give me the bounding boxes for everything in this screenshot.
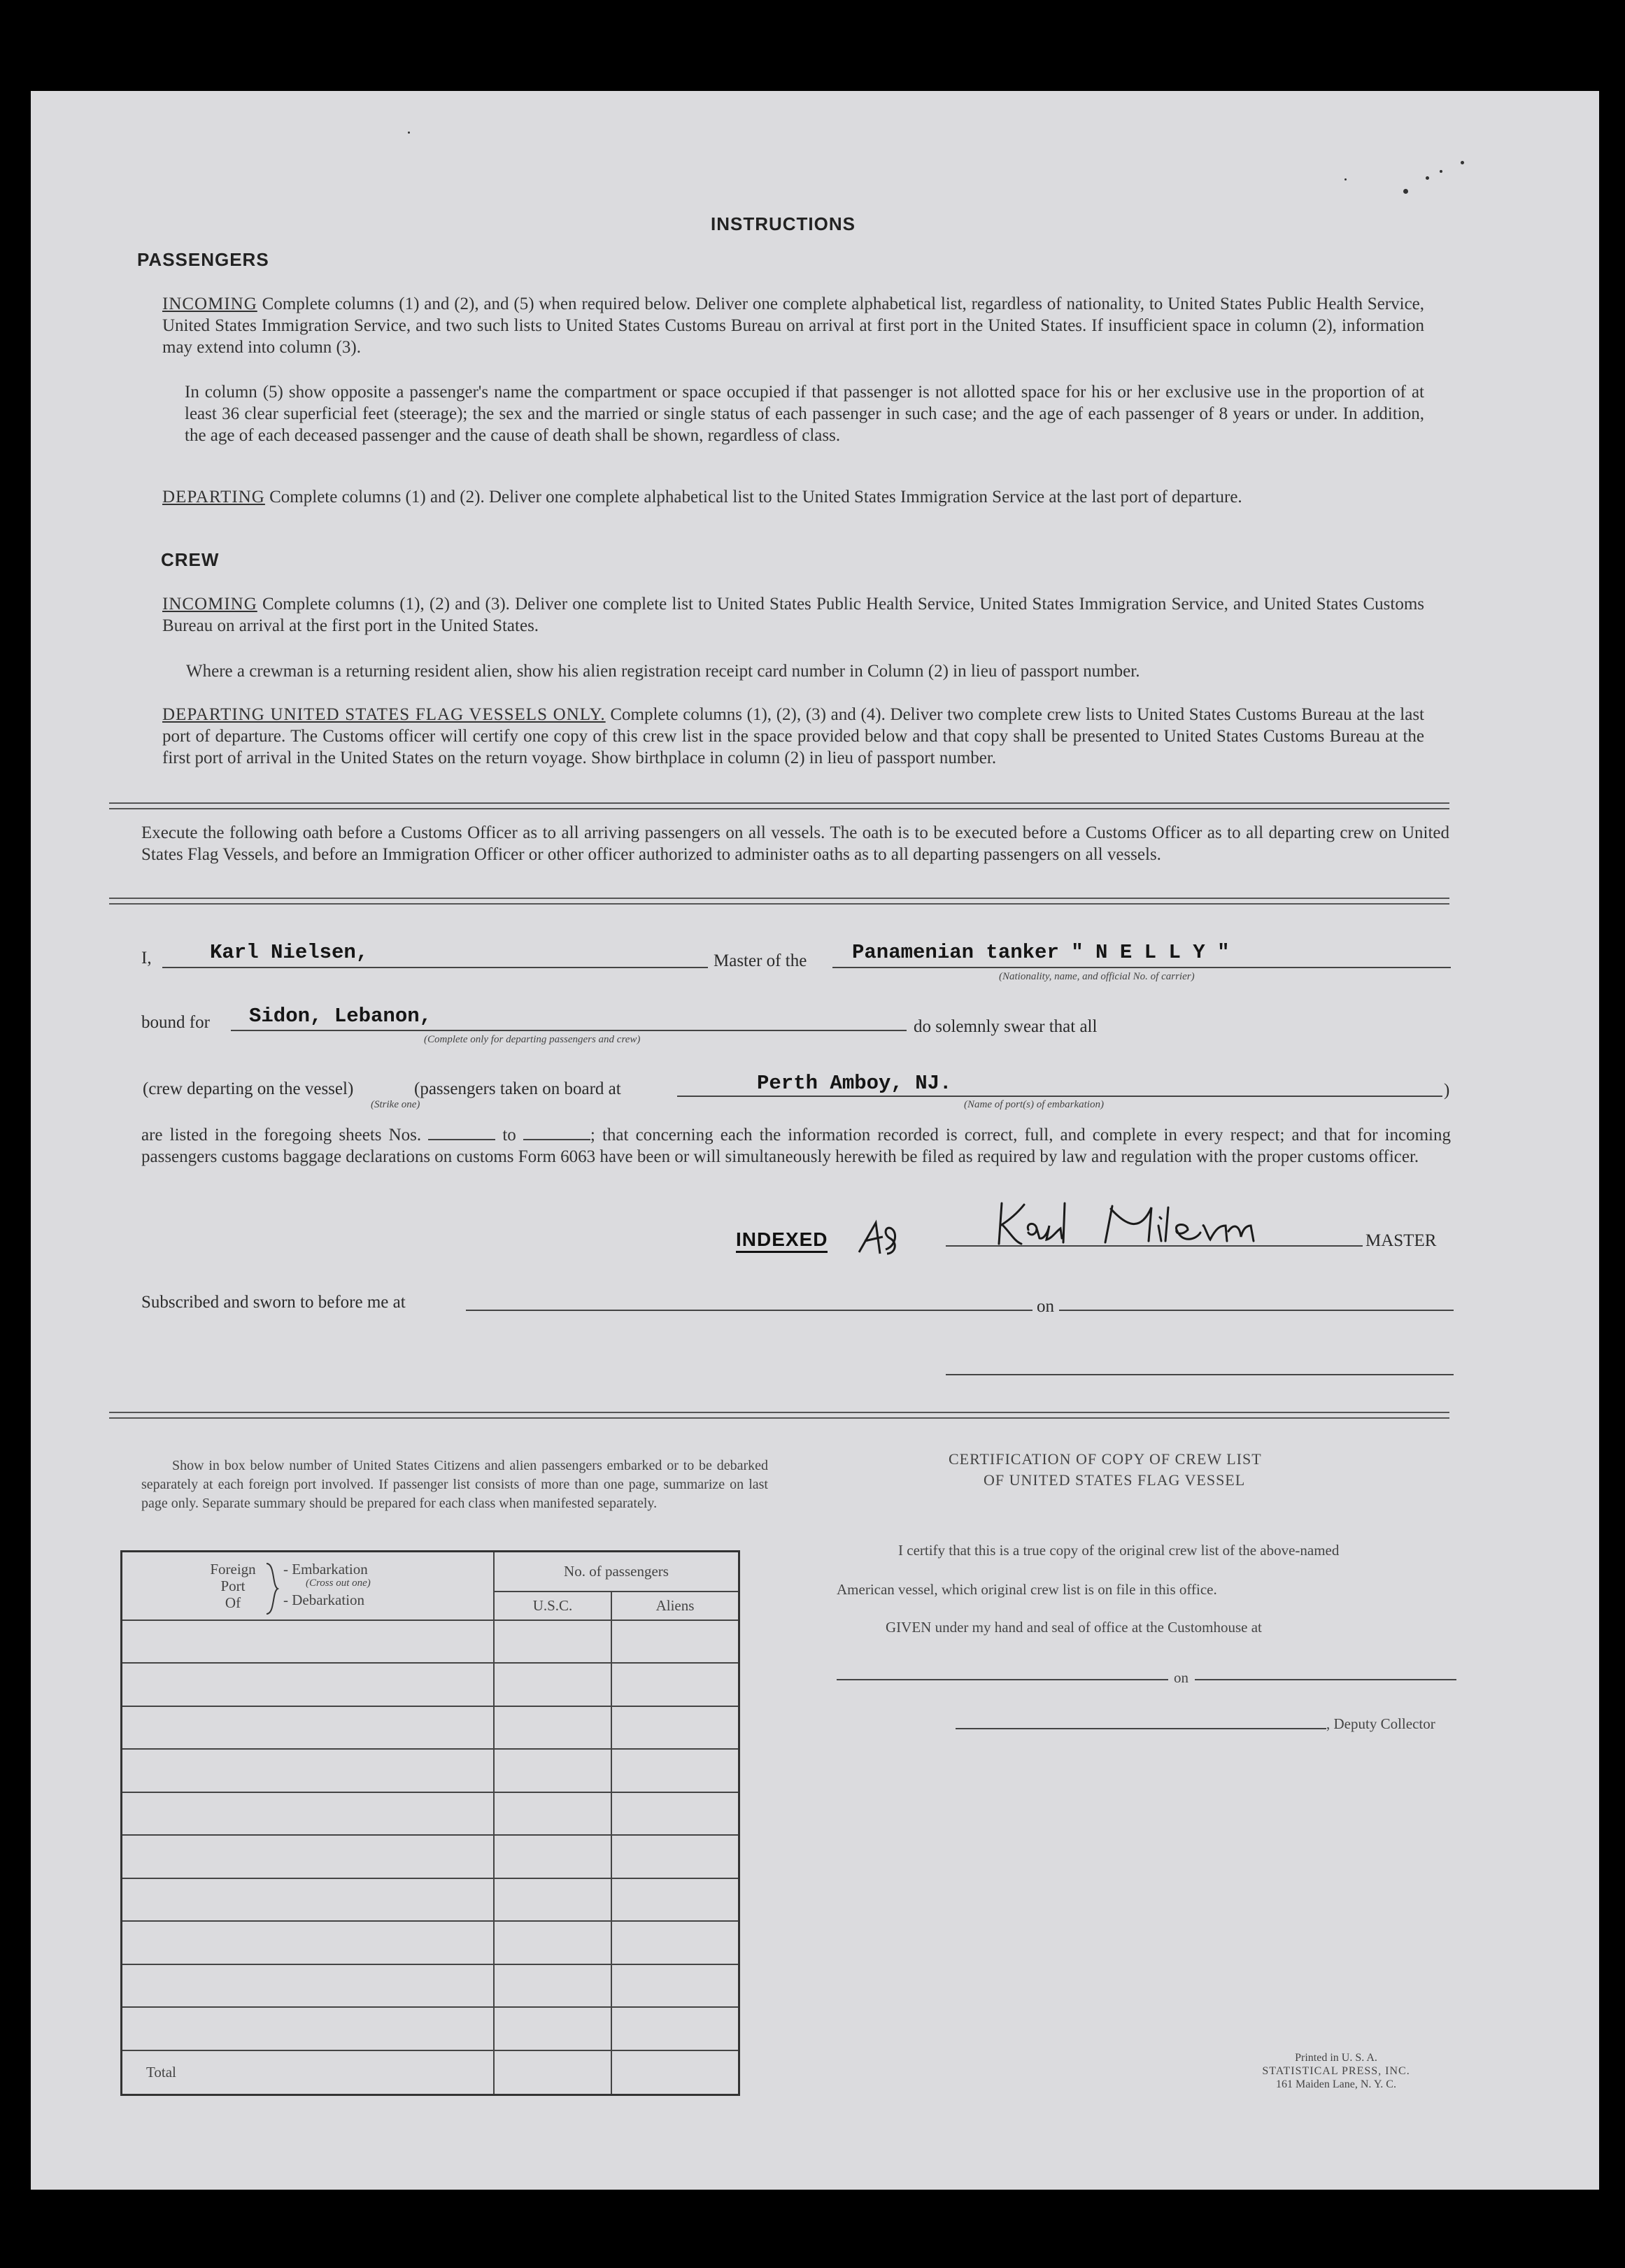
summary-rows [122,1620,739,2050]
oath-listed-paragraph [141,1124,1451,1168]
given-line: GIVEN under my hand and seal of office at the Customhouse at [886,1619,1262,1636]
certify-line-b: American vessel, which original crew list is on file in this office. [837,1581,1217,1598]
printer-line-1: Printed in U. S. A. [1295,2052,1377,2064]
summary-row [122,1749,739,1792]
subscribed-label: Subscribed and sworn to before me at [141,1293,406,1312]
embarkation-port[interactable]: Perth Amboy, NJ. [757,1072,952,1095]
certify-line-a: I certify that this is a true copy of the original crew list of the above-named [898,1542,1340,1559]
summary-port-cell[interactable] [122,1706,495,1750]
port-label: Port [220,1578,246,1594]
summary-usc-cell[interactable] [494,1620,611,1664]
deputy-collector-line[interactable] [956,1728,1326,1729]
port-line [677,1096,1442,1097]
indexed-stamp: INDEXED [736,1228,828,1253]
summary-usc-cell[interactable] [494,1749,611,1792]
sworn-on-label: on [1037,1297,1054,1316]
instructions-title: INSTRUCTIONS [711,213,856,234]
oath-i-label: I, [141,949,152,968]
listed-text-b: ; that concerning each the information recorded is correct, full, and complete in every respect; and that for incoming passengers customs baggage declarations on customs Form 6063 have been or will simultaneously herewith be filed as required by law and regulation with the proper customs officer. [141,1126,1451,1166]
of-label: Of [225,1594,241,1611]
destination-caption: (Complete only for departing passengers and crew) [424,1034,641,1045]
no-of-passengers-header: No. of passengers [494,1552,739,1592]
speck-mark [1426,176,1429,180]
summary-row [122,1620,739,1664]
crew-heading: CREW [161,549,220,570]
certification-date-line[interactable] [1195,1679,1456,1680]
crew-departing-label: DEPARTING UNITED STATES FLAG VESSELS ONLY. [162,705,606,724]
total-aliens-cell[interactable] [611,2050,739,2095]
summary-row [122,1878,739,1922]
summary-usc-cell[interactable] [494,1663,611,1706]
vessel-caption: (Nationality, name, and official No. of carrier) [999,971,1195,982]
crew-incoming-label: INCOMING [162,595,257,614]
listed-to-label: to [502,1126,516,1144]
summary-usc-cell[interactable] [494,1706,611,1750]
listed-text-a: are listed in the foregoing sheets Nos. [141,1126,422,1144]
crew-incoming-paragraph [162,593,1424,637]
sheet-from-blank[interactable] [428,1126,495,1140]
summary-row [122,1964,739,2008]
summary-usc-cell[interactable] [494,1792,611,1836]
crew-resident-paragraph: Where a crewman is a returning resident alien, show his alien registration receipt card number in Column (2) in lieu of passport number. [186,662,1140,681]
summary-aliens-cell[interactable] [611,2007,739,2050]
summary-port-cell[interactable] [122,1921,495,1964]
brace-icon [265,1562,279,1615]
aliens-header: Aliens [611,1592,739,1620]
strike-one-caption: (Strike one) [371,1099,420,1110]
summary-port-cell[interactable] [122,1835,495,1878]
passengers-departing-paragraph [162,486,1424,508]
summary-usc-cell[interactable] [494,1835,611,1878]
summary-usc-cell[interactable] [494,2007,611,2050]
master-name[interactable]: Karl Nielsen, [210,941,369,964]
passengers-column5-paragraph: In column (5) show opposite a passenger's name the compartment or space occupied if that passenger is not allotted space for his or her exclusive use in the proportion of at least 36 clear superficial feet (steerage); the sex and the married or single status of each passenger in such case; and the age of each passenger of 8 years or under. In addition, the age of each deceased passenger and the cause of death shall be shown, regardless of class. [185,383,1424,445]
double-rule [109,802,1449,809]
passengers-incoming-label: INCOMING [162,295,257,313]
printer-imprint [1231,2051,1441,2091]
summary-row [122,1835,739,1878]
summary-row [122,2007,739,2050]
deputy-collector-label: , Deputy Collector [1326,1715,1435,1732]
summary-row [122,1921,739,1964]
master-signature[interactable] [993,1198,1287,1254]
initials-mark [855,1219,904,1258]
printer-line-2: STATISTICAL PRESS, INC. [1262,2065,1410,2077]
cross-out-caption: (Cross out one) [306,1578,371,1589]
oath-intro: Execute the following oath before a Customs Officer as to all arriving passengers on all vessels. The oath is to be executed before a Customs Officer as to all departing crew on United States Flag Vessels, and before an Immigration Officer or other officer authorized to administer oaths as to all departing passengers on all vessels. [141,823,1449,864]
summary-aliens-cell[interactable] [611,1749,739,1792]
summary-aliens-cell[interactable] [611,1878,739,1922]
total-label: Total [122,2050,495,2095]
speck-mark [1403,189,1408,194]
destination-line [231,1030,907,1031]
summary-row [122,1706,739,1750]
summary-note: Show in box below number of United States Citizens and alien passengers embarked or to be debarked separately at each foreign port involved. If passenger list consists of more than one page, summarize on last page only. Separate summary should be prepared for each class when manifested separately. [141,1458,768,1511]
total-usc-cell[interactable] [494,2050,611,2095]
bound-for-label: bound for [141,1013,210,1032]
vessel-line [832,967,1451,968]
master-label: MASTER [1365,1231,1437,1250]
summary-usc-cell[interactable] [494,1878,611,1922]
swear-label: do solemnly swear that all [914,1017,1098,1036]
master-name-line [162,967,708,968]
master-of-label: Master of the [714,951,807,970]
passengers-departing-label: DEPARTING [162,488,265,506]
double-rule [109,1412,1449,1419]
summary-port-cell[interactable] [122,2007,495,2050]
crew-departing-text: Complete columns (1), (2), (3) and (4). Deliver two complete crew lists to United States Customs Bureau at the last port of departure. The Customs officer will certify one copy of this crew list in the space provided below and that copy shall be presented to United States Customs Bureau at the first port of arrival in the United States on the return voyage. Show birthplace in column (2) in lieu of passport number. [162,705,1424,767]
passengers-incoming-paragraph [162,293,1424,358]
summary-row [122,1792,739,1836]
speck-mark [1344,178,1347,180]
destination[interactable]: Sidon, Lebanon, [249,1005,432,1028]
summary-row [122,1663,739,1706]
double-rule [109,898,1449,905]
foreign-label: Foreign [210,1561,256,1578]
passengers-heading: PASSENGERS [137,249,269,270]
sworn-at-line[interactable] [466,1310,1033,1311]
port-caption: (Name of port(s) of embarkation) [964,1099,1104,1110]
officer-signature-line[interactable] [946,1374,1454,1375]
vessel-name[interactable]: Panamenian tanker " N E L L Y " [852,941,1230,964]
summary-usc-cell[interactable] [494,1964,611,2008]
summary-port-cell[interactable] [122,1663,495,1706]
summary-aliens-cell[interactable] [611,1663,739,1706]
certification-title-2: OF UNITED STATES FLAG VESSEL [984,1471,1246,1489]
foreign-port-header [122,1552,495,1620]
certification-on-label: on [1174,1669,1188,1686]
usc-header: U.S.C. [494,1592,611,1620]
foreign-port-of-label [205,1561,261,1611]
summary-port-cell[interactable] [122,1749,495,1792]
summary-aliens-cell[interactable] [611,1620,739,1664]
summary-aliens-cell[interactable] [611,1706,739,1750]
certification-title-1: CERTIFICATION OF COPY OF CREW LIST [949,1450,1262,1468]
passengers-phrase: (passengers taken on board at [414,1079,621,1098]
summary-aliens-cell[interactable] [611,1792,739,1836]
passenger-summary-table [120,1550,740,2096]
crew-incoming-text: Complete columns (1), (2) and (3). Deliver one complete list to United States Public Health Service, United States Immigration Service, and United States Customs Bureau on arrival at the first port in the United States. [162,595,1425,635]
summary-usc-cell[interactable] [494,1921,611,1964]
crew-departing-paragraph [162,704,1424,769]
summary-port-cell[interactable] [122,1620,495,1664]
debarkation-label: - Debarkation [283,1592,365,1608]
printer-line-3: 161 Maiden Lane, N. Y. C. [1276,2078,1396,2090]
summary-aliens-cell[interactable] [611,1964,739,2008]
summary-port-cell[interactable] [122,1878,495,1922]
passengers-incoming-text: Complete columns (1) and (2), and (5) when required below. Deliver one complete alphabetical list, regardless of nationality, to United States Public Health Service, United States Immigration Service, and two such lists to United States Customs Bureau on arrival at first port in the United States. If insufficient space in column (2), information may extend into column (3). [162,295,1425,357]
port-close-paren: ) [1444,1081,1450,1100]
summary-port-cell[interactable] [122,1792,495,1836]
sworn-on-line[interactable] [1059,1310,1454,1311]
speck-mark [408,132,410,134]
summary-port-cell[interactable] [122,1964,495,2008]
speck-mark [1461,161,1464,164]
customhouse-line[interactable] [837,1679,1168,1680]
summary-aliens-cell[interactable] [611,1921,739,1964]
sheet-to-blank[interactable] [523,1126,590,1140]
speck-mark [1440,170,1442,173]
crew-departing-phrase: (crew departing on the vessel) [143,1079,354,1098]
summary-aliens-cell[interactable] [611,1835,739,1878]
passengers-departing-text: Complete columns (1) and (2). Deliver one complete alphabetical list to the United States Immigration Service at the last port of departure. [269,488,1242,506]
embarkation-label: - Embarkation [283,1561,368,1578]
